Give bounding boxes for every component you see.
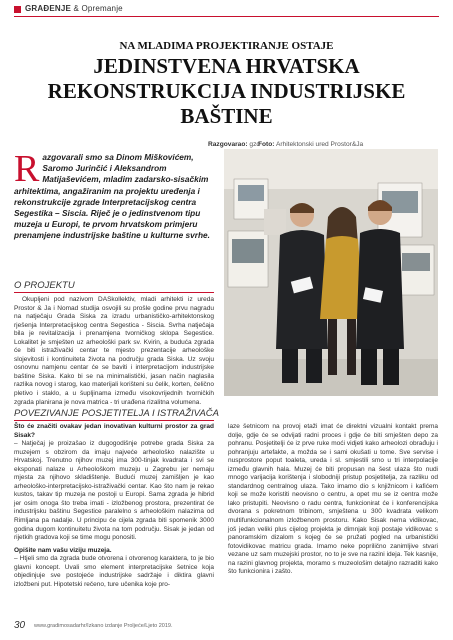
section-label (25, 4, 123, 13)
answer: – Natječaj je proizašao iz dugogodišnje potrebe grada Siska za muzejem s obzirom da imaju najveće arheološko nalazište u Hrvatskoj. Trenutno njihov muzej ima 300-tinjak kvadrata i svi se eksponati nalaze u Arheološkom muzeju u Zagrebu jer nemaju mjesta za njihovo skladištenje. Budući muzej zamišljen je kao arheološko-interpretacijsko-istraživački centar. Kao što nam je rekao kustos, takav tip muzeja ne postoji u Europi. Sama zgrada je hibrid jer osim onoga što treba imati - izložbenog prostora, prezentirat će industrijsku baštinu Segestice paralelno s arheološkim nalazima od Rimljana pa nadalje. U principu će cijela zgrada biti spomenik 3000 godina dugom kontinuitetu života na tom području. Sisak je jedan od rijetkih gradova koji se time mogu ponositi. (14, 440, 214, 542)
interview-left-column (14, 423, 214, 589)
project-paragraph: Okupljeni pod nazivom DASkollektiv, mladi arhitekti iz ureda Prostor & Ja i Nomad studija osvojili su prošle godine prvu nagradu na natječaju Grada Siska za izradu urbanističko-arhitektonskog rješenja Interpretacijskog centra Segestica - Siscia. Svrha natječaja bila je revitalizacija i prenamjena tvorničkog sklopa Segestice. Lokalitet je smješten uz arheološki park sv. Kvirin, a buduća zgrada će biti istraživački centar te mjesto prezentacije arheološke slojevitosti i kontinuiteta života na području grada Siska. Uz svoju osnovnu namjenu centar će se baviti i interpretacijom industrijske baštine Siska. Kako bi se na minimalistički, jasan način naglasila razlika novog i starog, kao materijali korišteni su čelik, korten, čelično pletivo i staklo, a u šupljinama između visokovrijednih tvorničkih zgrada planirana je nova matrica - tri urađena rizalitna volumena. (14, 296, 214, 406)
article-intro: Razgovarali smo sa Dinom Miškovićem, Saromo Jurinčić i Aleksandrom Matijaševićem, mladim zadarsko-sisačkim arhitektima, angažiranim na projektu uređenja i rekonstrukcije zgrade Interpretacijskog centra Segestika – Siscia. Riječ je o jedinstvenom tipu muzeja u Europi, te prvom hrvatskom primjeru prenamjene industrijske baštine u kulturne svrhe. (14, 148, 210, 241)
answer: – Htjeli smo da zgrada bude otvorena i otvorenog karaktera, to je bio glavni koncept. Uvali smo element interpretacijske šetnice koja objedinjuje sve postojeće industrijske sadržaje i diktira glavni izložbeni put. Hipotetski rečeno, ture učenika koje pro- (14, 555, 214, 588)
page-number: 30 (14, 620, 26, 631)
architects-photo (224, 149, 438, 396)
question: Opišite nam vašu viziju muzeja. (14, 546, 112, 554)
header-rule (14, 16, 439, 17)
title-line: REKONSTRUKCIJA INDUSTRIJSKE (47, 79, 406, 103)
question: Što će značiti ovakav jedan inovativan kulturni prostor za grad Sisak? (14, 423, 214, 439)
interview-right-column: laze šetnicom na provoj etaži imat će direktni vizualni kontakt prema dolje, gdje će se odvijati radni proces i gdje će biti smješten depo za pohranu. Posjetitelji će iz prve ruke moći vidjeti kako arheolozi obrađuju i pohranjuju artefakte, a možda se i sami okušati u tome. Sve servise i nusprostore poput toaleta, ureda i sl. smjestili smo u tri interpolacije između glavnih hala. Muzej će biti propusan na šest ulaza što nudi mnogo varijacija korištenja i slobodniji pristup posjetitelja, za razliku od standardnog centralnog ulaza. Tako imamo dio s knjižnicom i kafićem koji se može koristiti neovisno o centru, a opet mu se iz centra može lako pristupiti. Neovisno o radu centra, funkcionirat će i konferencijska dvorana s pokretnom tribinom, smještena u 300 kvadrata velikom multifunkcionalnom izložbenom prostoru. Kako Sisak nema vidikovac, još jedan veliki plus cijelog projekta je dimnjak koji postaje vidikovac s panoramskim dizalom s kojeg će se pružati pogled na urbanistički fotovidikovac matricu grada. Imamo neke poprilično zanimljive stvari vezane uz sam muzejski prostor, no to je sve na razini ideja. Tek kasnije, na razini glavnog projekta, moramo s muzeološim detaljno razraditi kako što funkcionira i zašto. (228, 423, 438, 576)
page-footer (14, 620, 434, 632)
title-line: BAŠTINE (180, 104, 273, 128)
drop-cap: R (14, 148, 40, 190)
section-rule (14, 420, 214, 421)
section-rule (14, 292, 214, 293)
section-header (14, 3, 439, 17)
footer-url: www.gradimosadarhr/Izkano izdanje Proljeće/Ljeto 2019. (34, 623, 173, 629)
article-kicker: NA MLADIMA PROJEKTIRANJE OSTAJE (119, 40, 334, 52)
section-marker (14, 6, 21, 13)
title-line: JEDINSTVENA HRVATSKA (93, 54, 360, 78)
section-name: GRAĐENJE (25, 4, 72, 13)
subsection-name: & Opremanje (73, 4, 123, 13)
section-title-project: O PROJEKTU (14, 280, 75, 291)
photo-credit: Foto: Arhitektonski ured Prostor&Ja (258, 141, 364, 148)
article-title (30, 54, 423, 129)
interviewer-credit: Razgovarao: gzd (208, 141, 261, 148)
section-title-connecting: POVEZIVANJE POSJETITELJA I ISTRAŽIVAČA (14, 408, 220, 419)
